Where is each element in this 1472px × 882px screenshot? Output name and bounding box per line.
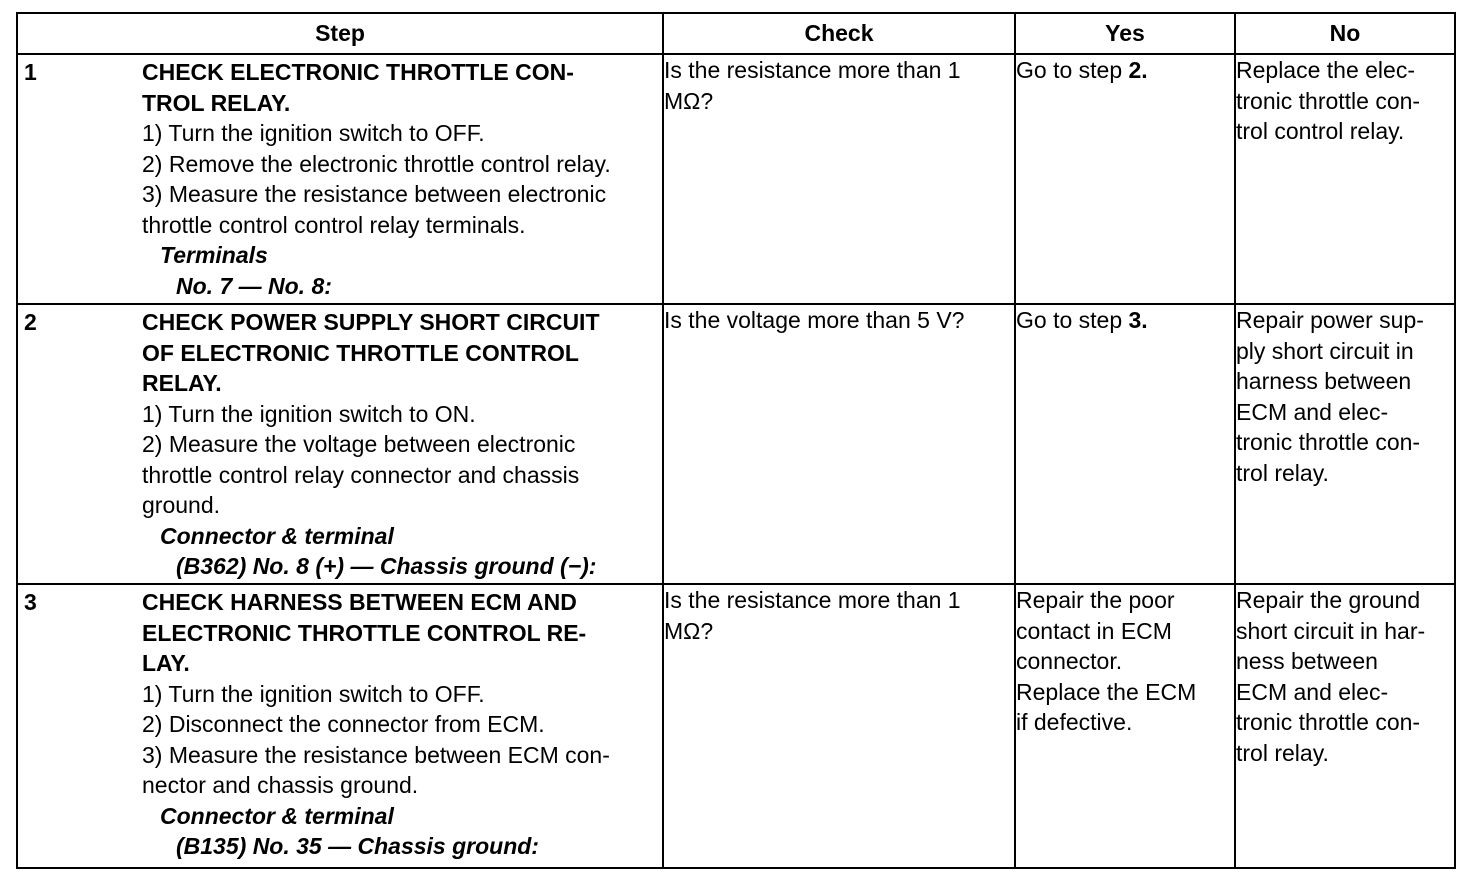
no-line: ECM and elec- [1236,398,1389,425]
check-line: MΩ? [664,87,714,114]
step-cell [17,54,663,304]
title-line: CHECK HARNESS BETWEEN ECM AND [142,589,577,615]
step-cell [17,304,663,584]
yes-line: connector. [1016,648,1123,674]
step-title [142,57,658,118]
no-line: Replace the elec- [1236,57,1415,83]
step-instruction: 1) Turn the ignition switch to OFF. [142,680,485,707]
spec-label: Connector & terminal [160,802,394,829]
yes-line: Replace the ECM [1016,678,1197,705]
step-instruction: 3) Measure the resistance between electronic [142,181,607,207]
spec-label: Connector & terminal [160,522,394,549]
step-instruction: 1) Turn the ignition switch to ON. [142,400,476,427]
no-line: harness between [1236,368,1412,394]
step-instruction: throttle control relay connector and chassis [142,461,580,488]
diagnostic-table [16,12,1456,869]
no-line: tronic throttle con- [1236,429,1421,455]
spec-label: Terminals [160,242,268,268]
title-line: CHECK POWER SUPPLY SHORT CIRCUIT [142,309,600,335]
step-instruction: 2) Disconnect the connector from ECM. [142,711,545,737]
spec-value: (B135) No. 35 — Chassis ground: [176,833,539,859]
step-instruction: ground. [142,492,221,518]
header-row [17,13,1455,54]
no-line: short circuit in har- [1236,617,1426,644]
spec-value: (B362) No. 8 (+) — Chassis ground (−): [176,553,597,579]
no-line: trol control relay. [1236,118,1405,144]
check-cell [663,584,1015,868]
title-line: CHECK ELECTRONIC THROTTLE CON- [142,59,574,85]
header-no: No [1235,13,1455,54]
step-cell [17,584,663,868]
title-line: LAY. [142,650,190,676]
step-instruction: throttle control control relay terminals. [142,211,526,238]
step-instruction: 1) Turn the ignition switch to OFF. [142,120,485,146]
no-line: tronic throttle con- [1236,709,1421,735]
table-row [17,54,1455,304]
step-instruction: 2) Remove the electronic throttle control relay. [142,150,611,177]
step-instruction: nector and chassis ground. [142,772,419,798]
check-line: Is the resistance more than 1 [664,587,961,613]
header-step: Step [17,13,663,54]
no-line: trol relay. [1236,459,1329,486]
title-line: RELAY. [142,370,222,396]
step-title [142,587,658,679]
no-line: trol relay. [1236,739,1329,766]
yes-cell [1015,584,1235,868]
yes-line: if defective. [1016,709,1133,735]
yes-line [1016,55,1234,86]
step-instruction: 2) Measure the voltage between electronic [142,431,576,457]
check-line: Is the voltage more than 5 V? [664,307,965,333]
step-number: 1 [24,59,37,85]
step-title [142,307,658,399]
header-yes: Yes [1015,13,1235,54]
no-cell [1235,304,1455,584]
title-line: ELECTRONIC THROTTLE CONTROL RE- [142,619,587,646]
no-line: ness between [1236,648,1378,674]
step-number: 3 [24,589,37,615]
no-line: Repair power sup- [1236,307,1424,333]
table-row [17,304,1455,584]
yes-line [1016,305,1234,336]
table-row [17,584,1455,868]
yes-cell [1015,304,1235,584]
step-number: 2 [24,309,37,335]
step-instruction: 3) Measure the resistance between ECM con- [142,741,610,768]
check-line: Is the resistance more than 1 [664,57,961,83]
yes-step-ref: 3. [1128,307,1148,333]
yes-line: contact in ECM [1016,617,1172,644]
no-cell [1235,584,1455,868]
header-check: Check [663,13,1015,54]
yes-line: Repair the poor [1016,587,1175,613]
title-line: TROL RELAY. [142,89,291,116]
no-line: tronic throttle con- [1236,87,1421,114]
title-line: OF ELECTRONIC THROTTLE CONTROL [142,339,579,366]
no-cell [1235,54,1455,304]
spec-value: No. 7 — No. 8: [176,272,332,299]
yes-text: Go to step [1016,57,1129,83]
no-line: Repair the ground [1236,587,1421,613]
yes-step-ref: 2. [1128,57,1148,83]
yes-cell [1015,54,1235,304]
check-line: MΩ? [664,617,714,644]
check-cell [663,54,1015,304]
no-line: ECM and elec- [1236,678,1389,705]
no-line: ply short circuit in [1236,337,1414,364]
check-cell [663,304,1015,584]
yes-text: Go to step [1016,307,1129,333]
